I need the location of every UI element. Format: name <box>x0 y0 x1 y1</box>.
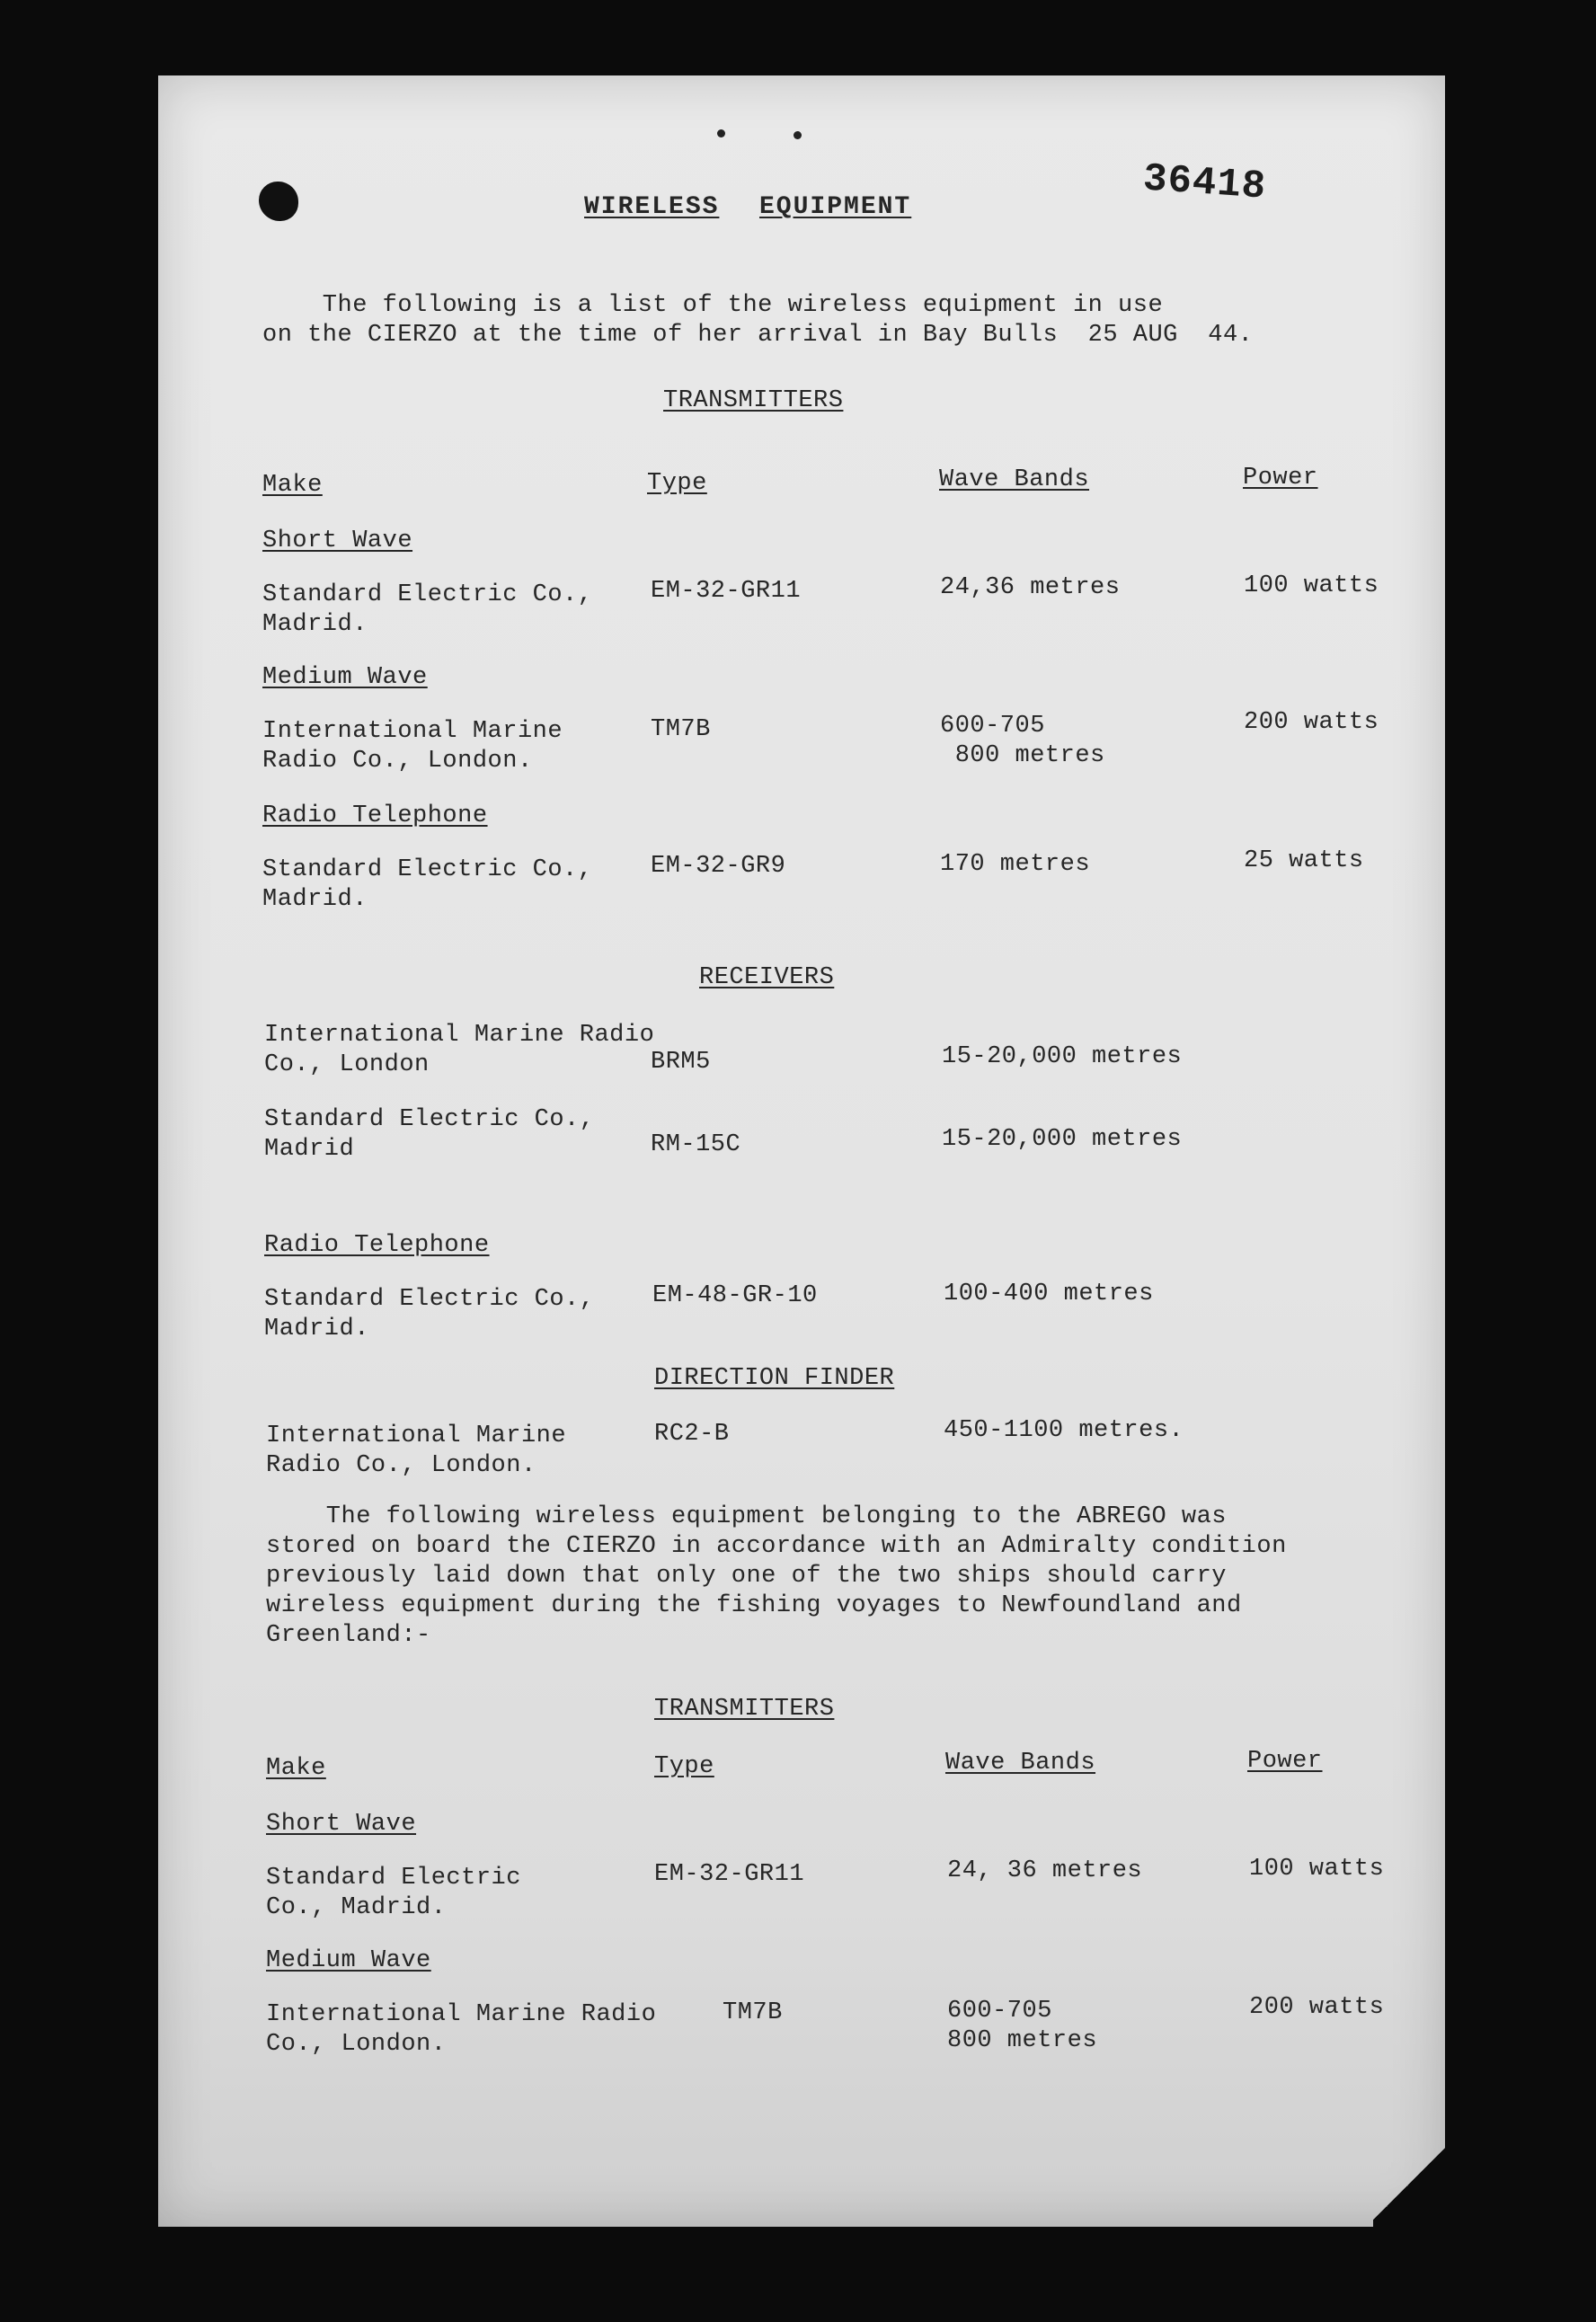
power-cell: 200 watts <box>1244 709 1379 736</box>
make-cell: Standard Electric Co., Madrid. <box>262 581 593 638</box>
intro-paragraph: The following is a list of the wireless equipment in use on the CIERZO at the time of her arrival in Bay Bulls 25 AUG 44. <box>262 292 1254 349</box>
title-wireless: WIRELESS <box>584 193 720 221</box>
subheading-short-wave: Short Wave <box>266 1811 417 1838</box>
power-cell: 100 watts <box>1244 572 1379 599</box>
type-cell: EM-32-GR11 <box>654 1861 805 1888</box>
folded-corner <box>1373 2141 1445 2227</box>
wave-bands-cell: 100-400 metres <box>944 1281 1154 1307</box>
type-cell: EM-48-GR-10 <box>652 1282 818 1309</box>
col-header-power: Power <box>1247 1748 1323 1775</box>
type-cell: EM-32-GR9 <box>651 853 786 880</box>
type-cell: EM-32-GR11 <box>651 578 802 605</box>
power-cell: 25 watts <box>1244 847 1364 874</box>
col-header-type: Type <box>647 470 707 497</box>
subheading-medium-wave: Medium Wave <box>266 1947 431 1974</box>
make-cell: Standard Electric Co., Madrid. <box>262 856 593 913</box>
type-cell: TM7B <box>723 1999 783 2026</box>
subheading-short-wave: Short Wave <box>262 527 413 554</box>
section-heading-direction-finder: DIRECTION FINDER <box>654 1365 895 1392</box>
col-header-wave-bands: Wave Bands <box>939 466 1090 493</box>
punch-dot <box>794 131 802 139</box>
subheading-radio-telephone: Radio Telephone <box>264 1232 490 1259</box>
ink-blot <box>259 182 298 221</box>
wave-bands-cell: 15-20,000 metres <box>942 1043 1183 1070</box>
make-cell: International Marine Radio Co., London. <box>266 2001 657 2058</box>
col-header-make: Make <box>266 1755 326 1782</box>
col-header-power: Power <box>1243 465 1318 492</box>
power-cell: 200 watts <box>1249 1994 1385 2021</box>
wave-bands-cell: 600-705 800 metres <box>940 713 1105 769</box>
make-cell: Standard Electric Co., Madrid. <box>264 1286 595 1343</box>
make-cell: Standard Electric Co., Madrid <box>264 1106 595 1163</box>
wave-bands-cell: 600-705 800 metres <box>947 1998 1098 2054</box>
col-header-make: Make <box>262 472 323 499</box>
wave-bands-cell: 450-1100 metres. <box>944 1417 1184 1444</box>
type-cell: BRM5 <box>651 1049 711 1076</box>
wave-bands-cell: 15-20,000 metres <box>942 1126 1183 1153</box>
make-cell: International Marine Radio Co., London <box>264 1022 655 1078</box>
section-heading-receivers: RECEIVERS <box>699 964 835 991</box>
make-cell: International Marine Radio Co., London. <box>262 718 563 775</box>
wave-bands-cell: 24,36 metres <box>940 574 1121 601</box>
type-cell: RC2-B <box>654 1421 730 1448</box>
punch-dot <box>717 129 725 137</box>
type-cell: RM-15C <box>651 1131 741 1158</box>
wave-bands-cell: 170 metres <box>940 851 1091 878</box>
document-number: 36418 <box>1141 156 1268 210</box>
section-heading-transmitters: TRANSMITTERS <box>654 1696 835 1723</box>
subheading-radio-telephone: Radio Telephone <box>262 802 488 829</box>
title-equipment: EQUIPMENT <box>759 193 912 221</box>
type-cell: TM7B <box>651 716 711 743</box>
abrego-paragraph: The following wireless equipment belonging to the ABREGO was stored on board the CIERZO in accordance with an Admiralty condition previously laid down that only one of the two ships should carry wireless equipment during the fishing voyages to Newfoundland and Greenland:- <box>266 1503 1287 1649</box>
power-cell: 100 watts <box>1249 1856 1385 1883</box>
wave-bands-cell: 24, 36 metres <box>947 1857 1143 1884</box>
col-header-wave-bands: Wave Bands <box>945 1750 1096 1777</box>
make-cell: Standard Electric Co., Madrid. <box>266 1865 521 1921</box>
section-heading-transmitters: TRANSMITTERS <box>663 387 844 414</box>
make-cell: International Marine Radio Co., London. <box>266 1422 567 1479</box>
col-header-type: Type <box>654 1753 714 1780</box>
subheading-medium-wave: Medium Wave <box>262 664 428 691</box>
